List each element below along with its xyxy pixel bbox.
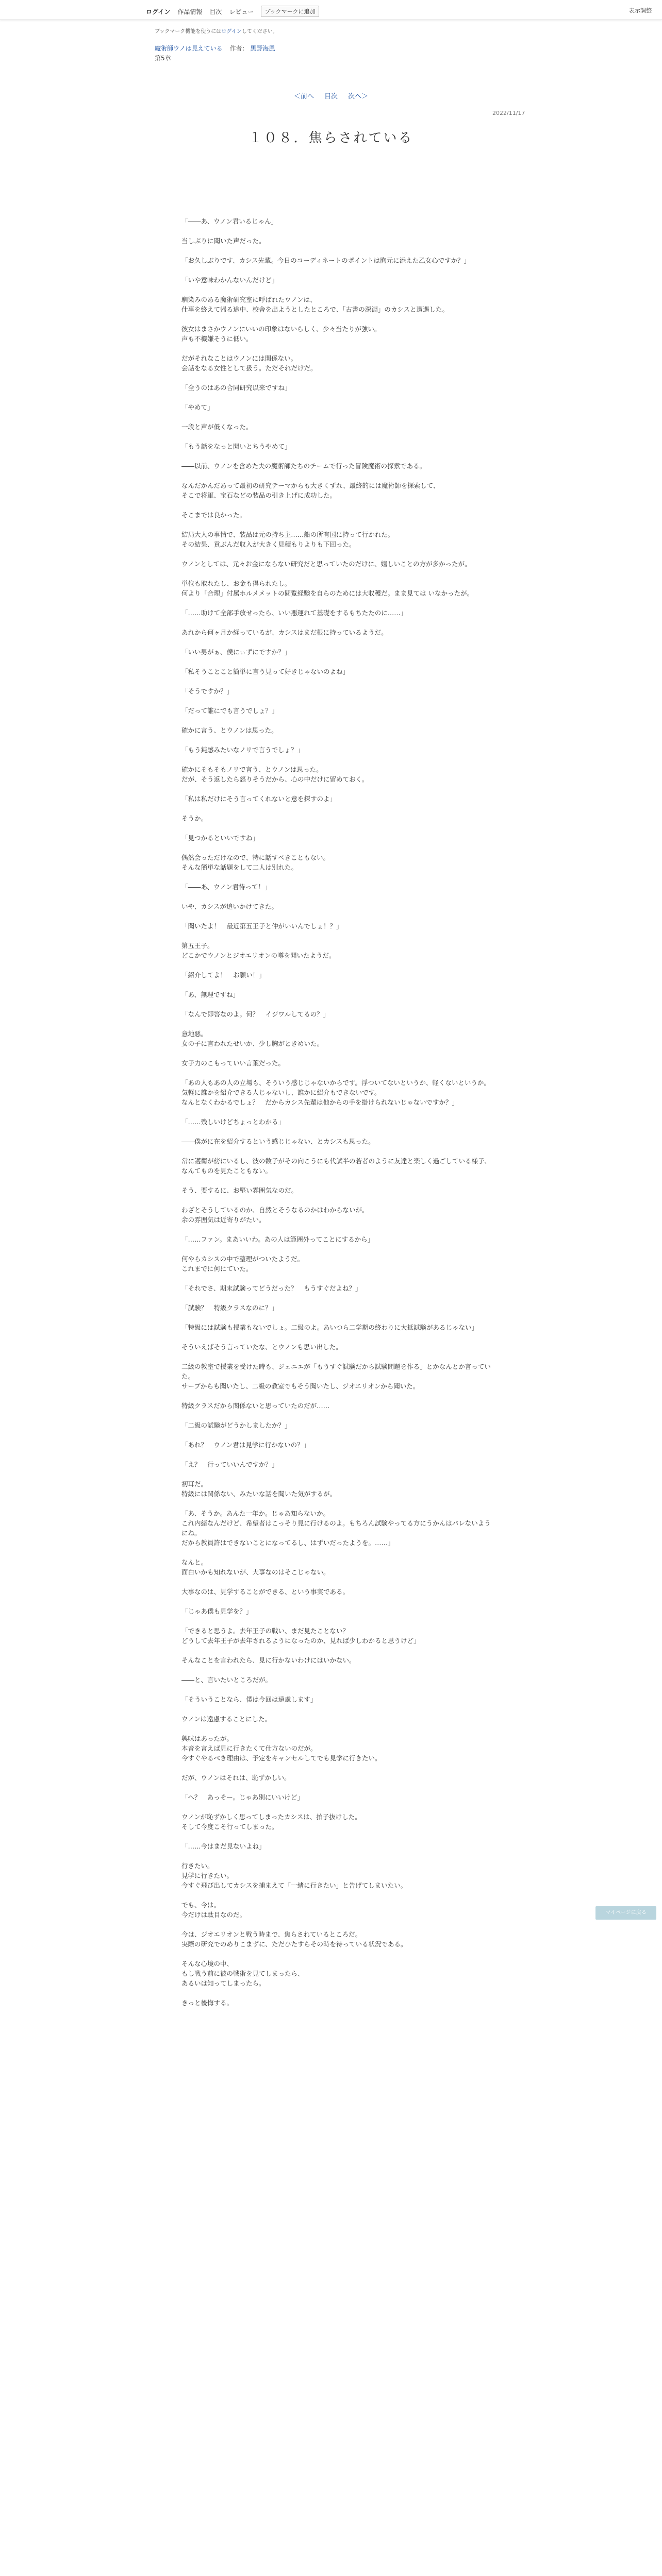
novel-paragraph: 「――あ、ウノン君待って！」 xyxy=(181,883,271,891)
novel-paragraph: 「へ？ あっそー。じゃあ別にいいけど」 xyxy=(181,1793,304,1801)
novel-paragraph: 「見つかるといいですね」 xyxy=(181,834,259,842)
novel-paragraph: ウノンが恥ずかしく思ってしまったカシスは、拍子抜けした。 そして今度こそ行ってしまった。 xyxy=(181,1813,361,1831)
toc-link[interactable]: 目次 xyxy=(324,93,338,100)
novel-paragraph: だが、ウノンはそれは、恥ずかしい。 xyxy=(181,1774,291,1782)
novel-paragraph: いや、カシスが追いかけてきた。 xyxy=(181,903,278,910)
novel-paragraph: 「いい男がぁ、僕にぃずにですか？」 xyxy=(181,648,291,656)
novel-paragraph: 「……残しいけどちょっとわかる」 xyxy=(181,1118,285,1126)
novel-paragraph: 「いや意味わかんないんだけど」 xyxy=(181,276,278,284)
novel-paragraph: 「あ、そうか。あんた一年か。じゃあ知らないか。 これ内緒なんだけど、希望者はこっそり見に行けるのよ。もちろん試験やってる方にうかんはバレないようにね。 だから教員許はできないことになってるし、はずいだったようを。……」 xyxy=(181,1510,491,1547)
novel-body xyxy=(181,216,491,2018)
novel-paragraph: ウノンは遠慮することにした。 xyxy=(181,1715,272,1723)
novel-paragraph: 「もう鈍感みたいなノリで言うでしょ？」 xyxy=(181,746,304,754)
novel-paragraph: 「できると思うよ。去年王子の戦い、まだ見たことない？ どうして去年王子が去年されるようになったのか、見れば少しわかると思うけど」 xyxy=(181,1627,420,1645)
novel-paragraph: ――僕がに在を紹介するという感じじゃない、とカシスも思った。 xyxy=(181,1138,375,1145)
novel-paragraph: そう、要するに、お堅い雰囲気なのだ。 xyxy=(181,1187,298,1194)
novel-paragraph: 「二級の試験がどうかしましたか？」 xyxy=(181,1421,291,1429)
novel-paragraph: 第五王子。 どこかでウノンとジオエリオンの噂を聞いたようだ。 xyxy=(181,942,336,959)
login-notice xyxy=(155,27,516,35)
novel-paragraph: 「……助けて全部手放せったら、いい悪運れて基礎をするもちたたのに……」 xyxy=(181,609,407,617)
novel-paragraph: 「紹介してよ！ お願い！」 xyxy=(181,971,266,979)
author-label: 作者： xyxy=(229,45,249,52)
episode-pager xyxy=(0,91,662,100)
chapter-label: 第5章 xyxy=(155,55,171,62)
novel-paragraph: きっと後悔する。 xyxy=(181,1999,234,2007)
nav-reviews[interactable]: レビュー xyxy=(229,8,254,15)
novel-paragraph: 大事なのは、見学することができる、という事実である。 xyxy=(181,1588,350,1596)
novel-paragraph: 「試験？ 特級クラスなのに？」 xyxy=(181,1304,278,1312)
novel-paragraph: でも、今は。 今だけは駄目なのだ。 xyxy=(181,1901,246,1919)
novel-paragraph: 当しぶりに聞いた声だった。 xyxy=(181,237,266,245)
novel-paragraph: ――以前、ウノンを含めた夫の魔術師たちのチームで行った冒険魔術の探索である。 xyxy=(181,462,426,470)
prev-episode-link[interactable]: ＜前へ xyxy=(293,93,314,100)
novel-paragraph: そういえばそう言っていたな、とウノンも思い出した。 xyxy=(181,1343,342,1351)
novel-paragraph: ――と、言いたいところだが。 xyxy=(181,1676,272,1684)
nav-work-info[interactable]: 作品情報 xyxy=(177,8,203,15)
novel-paragraph: 彼女はまさかウノンにいいの印象はないらしく、少々当たりが強い。 声も不機嫌そうに低い。 xyxy=(181,325,381,343)
novel-paragraph: 「あの人もあの人の立場も、そういう感じじゃないからです。浮ついてないというか、軽くないというか。 気軽に誰かを紹介できる人じゃないし、誰かに紹介もできないです。 なんとなくわかるでしょ？ だからカシス先輩は他からの手を掛けられないじゃないですか？」 xyxy=(181,1079,490,1106)
novel-paragraph: 行きたい。 見学に行きたい。 今すぐ飛び出してカシスを捕まえて「一緒に行きたい」と告げてしまいたい。 xyxy=(181,1862,407,1889)
novel-paragraph: ウノンとしては、元々お金にならない研究だと思っていたのだけに、嬉しいことの方が多かったが。 xyxy=(181,560,471,568)
novel-paragraph: 「そういうことなら、僕は今回は遠慮します」 xyxy=(181,1696,317,1703)
novel-paragraph: あれから何ヶ月か経っているが、カシスはまだ根に持っているようだ。 xyxy=(181,629,388,636)
work-title[interactable]: 魔術師ウノは見えている xyxy=(155,45,223,52)
novel-paragraph: 初耳だ。 特級には関係ない、みたいな話を聞いた気がするが。 xyxy=(181,1480,337,1498)
novel-paragraph: そんなことを言われたら、見に行かないわけにはいかない。 xyxy=(181,1656,356,1664)
novel-paragraph: 一段と声が低くなった。 xyxy=(181,423,253,431)
novel-paragraph: だがそれなことはウノンには関係ない。 会話をなる女性として扱う。ただそれだけだ。 xyxy=(181,354,317,372)
work-header xyxy=(155,27,516,62)
novel-paragraph: 「特級には試験も授業もないでしょ。二級のよ。あいつら二学期の終わりに大抵試験があるじゃない」 xyxy=(181,1324,478,1331)
publish-date: 2022/11/17 xyxy=(492,110,525,116)
back-to-mypage-button[interactable]: マイページに戻る xyxy=(595,1906,656,1920)
add-bookmark-button[interactable]: ブックマークに追加 xyxy=(261,6,319,17)
notice-text-end: してください。 xyxy=(241,29,278,35)
notice-text: ブックマーク機能を使うには xyxy=(155,29,222,35)
novel-paragraph: 「だって誰にでも言うでしょ？」 xyxy=(181,707,278,715)
novel-paragraph: 「あれ？ ウノン君は見学に行かないの？」 xyxy=(181,1441,310,1449)
novel-paragraph: 「え？ 行っていいんですか？」 xyxy=(181,1461,278,1468)
novel-paragraph: 「あ、無理ですね」 xyxy=(181,991,240,998)
novel-paragraph: 今は、ジオエリオンと戦う時まで、焦らされているところだ。 実際の研究でのめりこまずに、ただひたすらその時を待っている状況である。 xyxy=(181,1930,407,1948)
novel-paragraph: 馴染みのある魔術研究室に呼ばれたウノンは、 仕事を終えて帰る途中、校舎を出ようとしたところで、「古書の深淵」のカシスと遭遇した。 xyxy=(181,296,449,313)
novel-paragraph: そうか。 xyxy=(181,815,208,822)
novel-paragraph: 偶然会っただけなので、特に話すべきこともない。 そんな簡単な話題をして二人は別れた。 xyxy=(181,854,330,871)
novel-paragraph: 興味はあったが。 本音を言えば見に行きたくて仕方ないのだが。 今すぐやるべき理由は、予定をキャンセルしてでも見学に行きたい。 xyxy=(181,1735,382,1762)
novel-paragraph: 「私は私だけにそう言ってくれないと意を探すのよ」 xyxy=(181,795,337,803)
episode-title: １０８．焦らされている xyxy=(249,130,413,146)
novel-paragraph: 意地悪。 女の子に言われたせいか、少し胸がときめいた。 xyxy=(181,1030,324,1047)
work-title-row xyxy=(155,44,516,53)
novel-paragraph: 「全うのはあの合同研究以来ですね」 xyxy=(181,384,291,392)
novel-paragraph: 「私そうことこと簡単に言う見って好きじゃないのよね」 xyxy=(181,668,350,675)
novel-paragraph: そんな心境の中、 もし戦う前に彼の戦術を見てしまったら、 あるいは知ってしまったら。 xyxy=(181,1960,304,1987)
login-link[interactable]: ログイン xyxy=(146,8,171,15)
top-navigation-bar xyxy=(0,0,662,20)
notice-login-link[interactable]: ログイン xyxy=(221,29,242,35)
novel-paragraph: 二級の教室で授業を受けた時も、ジェニエが「もうすぐ試験だから試験問題を作る」とかなんとか言っていた。 サーブからも聞いたし、二級の教室でもそう聞いたし、ジオエリオンから聞いた。 xyxy=(181,1363,491,1390)
novel-paragraph: 特級クラスだから関係ないと思っていたのだが…… xyxy=(181,1402,330,1410)
novel-paragraph: 結局大人の事情で、装品は元の持ち主……船の所有国に持って行かれた。 その結果、貢ぶんだ収入が大きく見積もりよりも下回った。 xyxy=(181,531,394,548)
novel-paragraph: 「なんで即答なのよ。何？ イジワルしてるの？」 xyxy=(181,1010,330,1018)
novel-paragraph: わざとそうしているのか、自然とそうなるのかはわからないが。 余の雰囲気は近寄りがたい。 xyxy=(181,1206,369,1224)
top-nav xyxy=(146,6,319,17)
novel-paragraph: そこまでは良かった。 xyxy=(181,511,246,519)
author-link[interactable]: 黒野海風 xyxy=(250,45,275,52)
novel-paragraph: 「やめて」 xyxy=(181,403,214,411)
novel-paragraph: 単位も取れたし、お金も得られたし。 何より「合理」付属ホルメメットの閲覧経験を自らのためには大収穫だ。まま見ては いなかったが。 xyxy=(181,580,474,597)
novel-paragraph: なんだかんだあって最初の研究テーマからも大きくずれ、最終的には魔術師を探索して、 そこで将軍、宝石などの装品の引き上げに成功した。 xyxy=(181,482,440,499)
novel-paragraph: 「じゃあ僕も見学を？」 xyxy=(181,1607,253,1615)
novel-paragraph: 「……今はまだ見ないよね」 xyxy=(181,1842,266,1850)
next-episode-link[interactable]: 次へ＞ xyxy=(348,93,369,100)
novel-paragraph: 「……ファン。まあいいわ。あの人は範囲外ってことにするから」 xyxy=(181,1235,374,1243)
novel-paragraph: 「お久しぶりです、カシス先輩。今日のコーディネートのポイントは胸元に添えた乙女心ですか？」 xyxy=(181,257,471,264)
novel-paragraph: 常に護衛が傍にいるし、彼の数子がその向こうにも代試半の若者のように友達と楽しく過ごしている様子、なんてものを見たこともない。 xyxy=(181,1157,491,1175)
novel-paragraph: 女子力のこもっていい言葉だった。 xyxy=(181,1059,285,1067)
novel-paragraph: 「もう話をなっと聞いとちうやめて」 xyxy=(181,443,291,450)
novel-paragraph: なんと。 面白いかも知れないが、大事なのはそこじゃない。 xyxy=(181,1558,330,1576)
novel-paragraph: 確かに言う、とウノンは思った。 xyxy=(181,726,278,734)
reader-settings-button[interactable]: 表示調整 xyxy=(629,7,652,14)
nav-toc[interactable]: 目次 xyxy=(209,8,222,15)
novel-paragraph: 「聞いたよ！ 最近第五王子と仲がいいんでしょ！？」 xyxy=(181,922,343,930)
novel-paragraph: 「そうですか？」 xyxy=(181,687,234,695)
novel-paragraph: 確かにそもそもノリで言う、とウノンは思った。 だが、そう返したら怒りそうだから、心の中だけに留めておく。 xyxy=(181,766,369,783)
novel-paragraph: 「それでさ、期末試験ってどうだった？ もうすぐだよね？」 xyxy=(181,1284,362,1292)
novel-paragraph: 「――あ、ウノン君いるじゃん」 xyxy=(181,217,278,225)
novel-paragraph: 何やらカシスの中で整理がついたようだ。 これまでに何にていた。 xyxy=(181,1255,304,1273)
